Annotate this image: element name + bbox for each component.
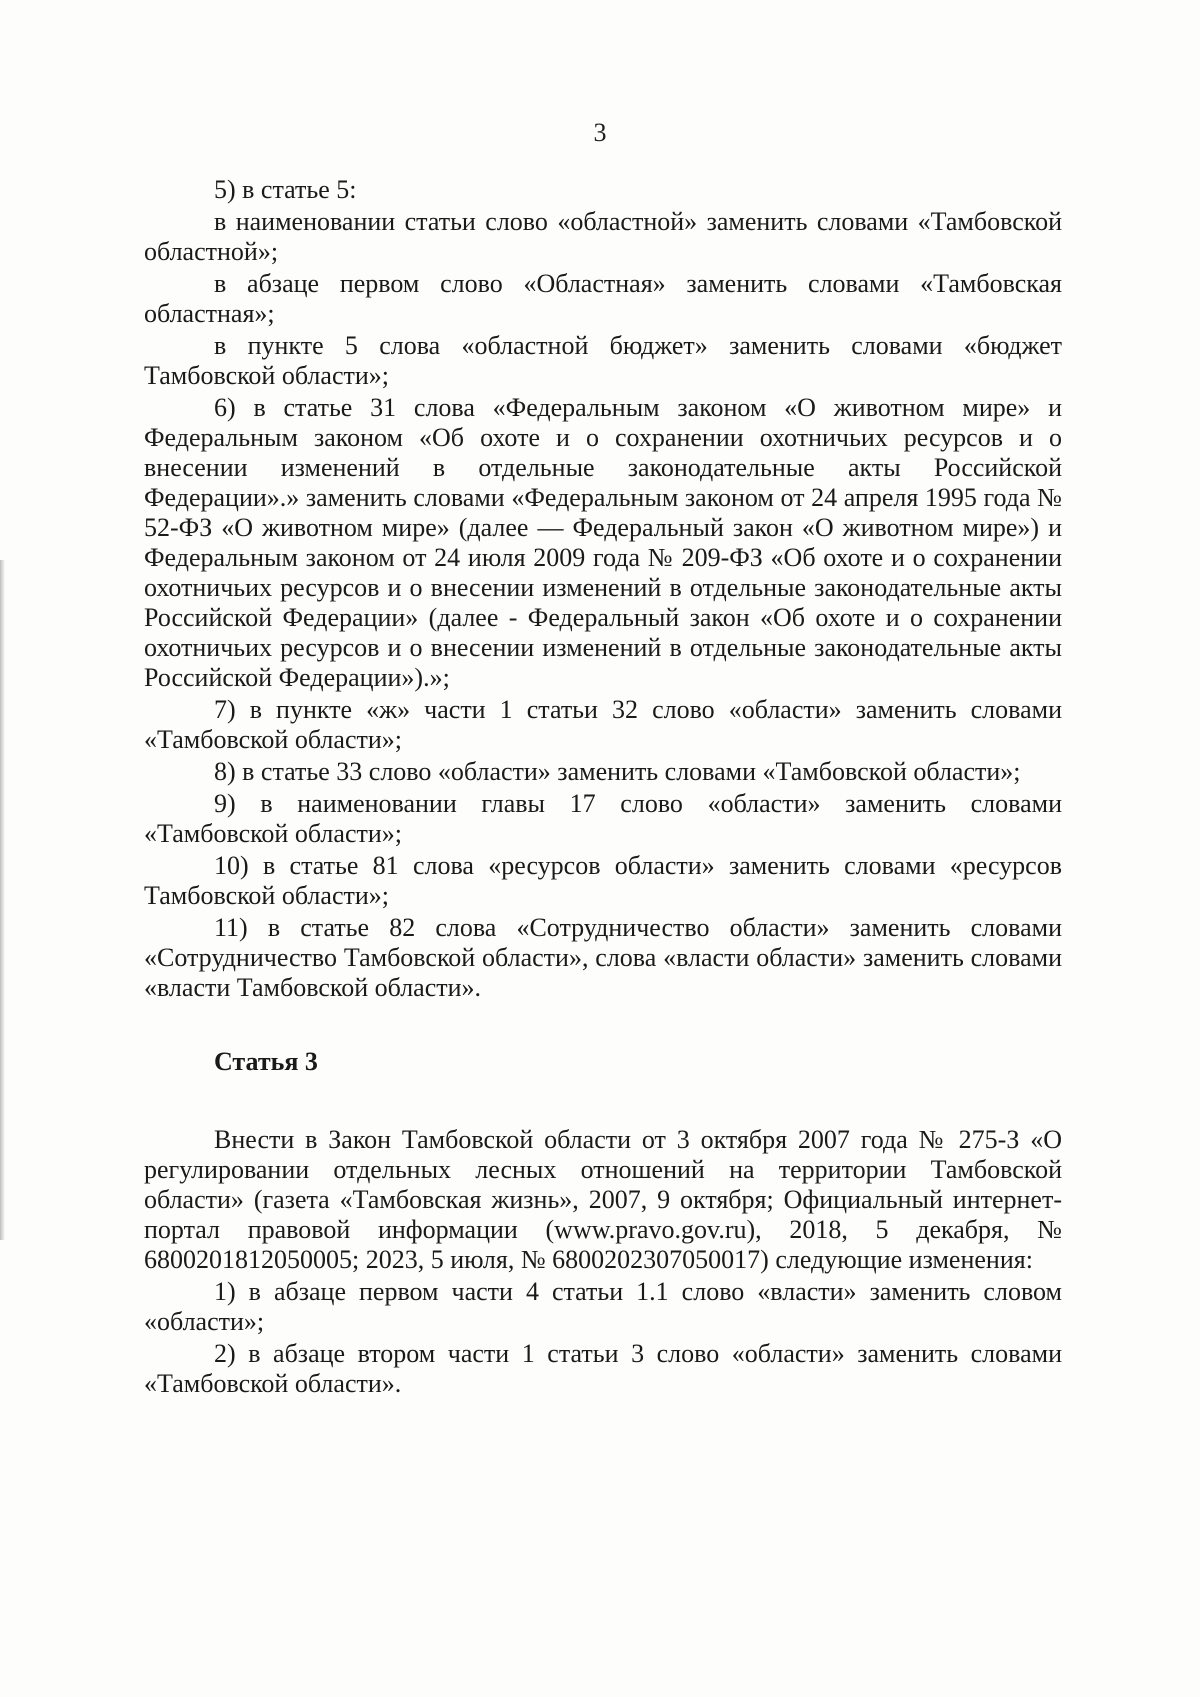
scan-shadow-edge (0, 560, 5, 1240)
paragraph: 1) в абзаце первом части 4 статьи 1.1 слово «власти» заменить словом «области»; (144, 1277, 1062, 1336)
paragraph: в пункте 5 слова «областной бюджет» заменить словами «бюджет Тамбовской области»; (144, 331, 1062, 390)
paragraph: 6) в статье 31 слова «Федеральным законом «О животном мире» и Федеральным законом «Об охоте и о сохранении охотничьих ресурсов и о внесении изменений в отдельные законодательные акты Российской Федерации».» заменить словами «Федеральным законом от 24 апреля 1995 года № 52-ФЗ «О животном мире» (далее — Федеральный закон «О животном мире») и Федеральным законом от 24 июля 2009 года № 209-ФЗ «Об охоте и о сохранении охотничьих ресурсов и о внесении изменений в отдельные законодательные акты Российской Федерации» (далее - Федеральный закон «Об охоте и о сохранении охотничьих ресурсов и о внесении изменений в отдельные законодательные акты Российской Федерации»).»; (144, 393, 1062, 692)
paragraph: 9) в наименовании главы 17 слово «области» заменить словами «Тамбовской области»; (144, 789, 1062, 848)
paragraph: в наименовании статьи слово «областной» заменить словами «Тамбовской областной»; (144, 207, 1062, 266)
paragraph: 8) в статье 33 слово «области» заменить словами «Тамбовской области»; (214, 757, 1021, 786)
paragraph: 11) в статье 82 слова «Сотрудничество области» заменить словами «Сотрудничество Тамбовской области», слова «власти области» заменить словами «власти Тамбовской области». (144, 913, 1062, 1002)
paragraph: 2) в абзаце втором части 1 статьи 3 слово «области» заменить словами «Тамбовской области». (144, 1339, 1062, 1398)
article-heading: Статья 3 (214, 1047, 318, 1076)
document-body (144, 175, 1062, 1401)
paragraph: Внести в Закон Тамбовской области от 3 октября 2007 года № 275-З «О регулировании отдельных лесных отношений на территории Тамбовской области» (газета «Тамбовская жизнь», 2007, 9 октября; Официальный интернет-портал правовой информации (www.pravo.gov.ru), 2018, 5 декабря, № 6800201812050005; 2023, 5 июля, № 6800202307050017) следующие изменения: (144, 1125, 1062, 1274)
paragraph: 5) в статье 5: (214, 175, 357, 204)
paragraph: 10) в статье 81 слова «ресурсов области» заменить словами «ресурсов Тамбовской области»; (144, 851, 1062, 910)
paragraph: в абзаце первом слово «Областная» заменить словами «Тамбовская областная»; (144, 269, 1062, 328)
paragraph: 7) в пункте «ж» части 1 статьи 32 слово «области» заменить словами «Тамбовской области»; (144, 695, 1062, 754)
page-number: 3 (593, 118, 607, 147)
